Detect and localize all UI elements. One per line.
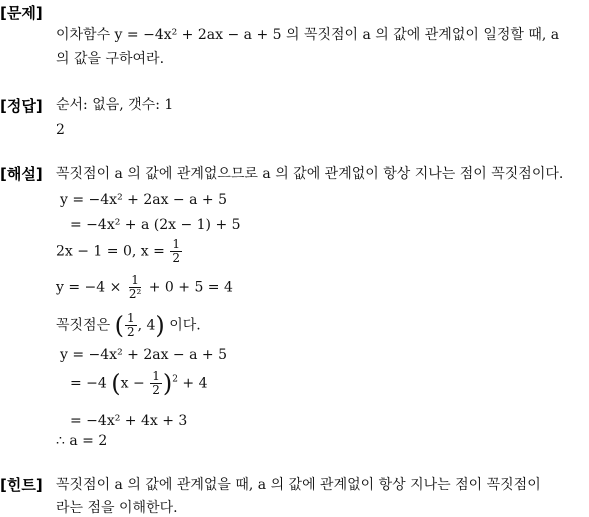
eq6-text-b: x −: [120, 375, 145, 392]
eq6-text-a: = −4: [70, 375, 107, 392]
solution-eq-3: [56, 238, 183, 265]
eq6-numerator: 1: [152, 369, 160, 383]
solution-eq-4: [56, 274, 233, 301]
eq4-text-a: y = −4 ×: [56, 279, 122, 296]
eq3-numerator: 1: [172, 237, 180, 251]
vertex-numerator: 1: [126, 311, 135, 325]
problem-tag: [문제]: [0, 4, 43, 22]
vertex-text-b: , 4: [137, 317, 156, 334]
solution-tag: [해설]: [0, 165, 43, 183]
eq4-fraction: [127, 274, 143, 301]
hint-tag: [힌트]: [0, 476, 43, 494]
solution-eq-5: y = −4x² + 2ax − a + 5: [60, 347, 227, 363]
solution-eq-2: = −4x² + a (2x − 1) + 5: [70, 217, 241, 233]
solution-vertex: [56, 312, 201, 339]
hint-line-2: 라는 점을 이해한다.: [56, 500, 178, 516]
eq4-text-b: + 0 + 5 = 4: [148, 279, 233, 296]
vertex-text-a: 꼭짓점은: [56, 317, 111, 334]
problem-line-2: 의 값을 구하여라.: [56, 51, 165, 67]
eq3-text: 2x − 1 = 0, x =: [56, 243, 165, 260]
eq4-denominator: 2²: [128, 287, 142, 301]
eq6-right-paren: ): [162, 369, 173, 398]
eq4-numerator: 1: [131, 273, 139, 287]
eq6-exponent: 2: [172, 374, 178, 385]
eq6-denominator: 2: [152, 383, 160, 397]
eq6-fraction: [150, 370, 162, 397]
right-paren: ): [155, 311, 165, 340]
left-paren: (: [114, 311, 124, 340]
solution-eq-6: [70, 370, 207, 397]
solution-conclusion: ∴ a = 2: [56, 433, 108, 449]
vertex-text-c: 이다.: [169, 317, 201, 334]
answer-line-1: 순서: 없음, 갯수: 1: [56, 97, 174, 113]
solution-eq-7: = −4x² + 4x + 3: [70, 413, 188, 429]
eq3-denominator: 2: [172, 251, 180, 265]
eq3-fraction: [170, 238, 182, 265]
solution-eq-1: y = −4x² + 2ax − a + 5: [60, 192, 227, 208]
answer-value: 2: [56, 122, 65, 138]
problem-line-1: 이차함수 y = −4x² + 2ax − a + 5 의 꼭짓점이 a 의 값에 관계없이 일정할 때, a: [56, 27, 560, 43]
vertex-denominator: 2: [126, 325, 135, 339]
solution-intro: 꼭짓점이 a 의 값에 관계없으므로 a 의 값에 관계없이 항상 지나는 점이 꼭짓점이다.: [56, 166, 564, 182]
vertex-fraction: [125, 312, 137, 339]
answer-tag: [정답]: [0, 97, 43, 115]
eq6-left-paren: (: [111, 369, 121, 398]
hint-line-1: 꼭짓점이 a 의 값에 관계없을 때, a 의 값에 관계없이 항상 지나는 점이 꼭짓점이: [56, 477, 541, 493]
eq6-text-c: + 4: [182, 375, 208, 392]
